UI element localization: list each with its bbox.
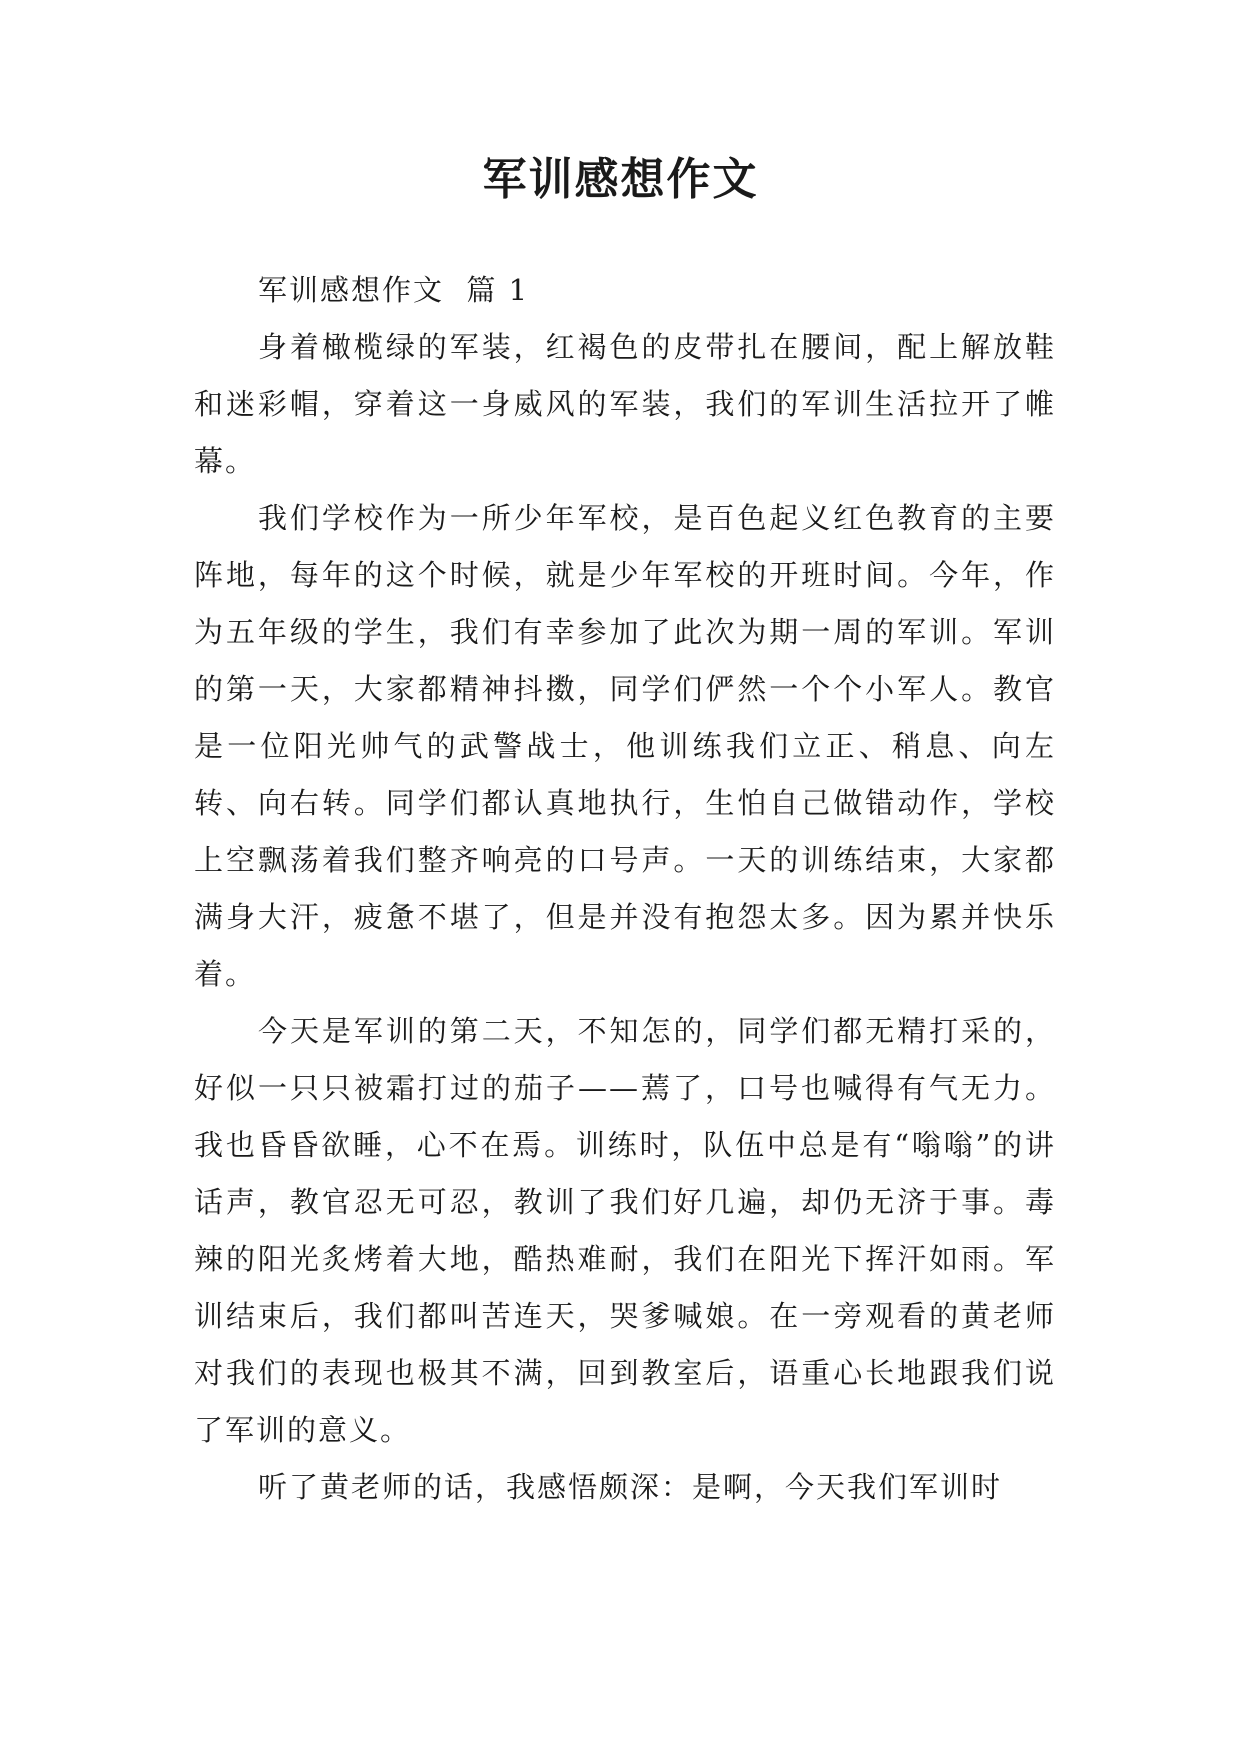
- paragraph-2: 我们学校作为一所少年军校，是百色起义红色教育的主要阵地，每年的这个时候，就是少年军校的开班时间。今年，作为五年级的学生，我们有幸参加了此次为期一周的军训。军训的第一天，大家都精神抖擞，同学们俨然一个个小军人。教官是一位阳光帅气的武警战士，他训练我们立正、稍息、向左转、向右转。同学们都认真地执行，生怕自己做错动作，学校上空飘荡着我们整齐响亮的口号声。一天的训练结束，大家都满身大汗，疲惫不堪了，但是并没有抱怨太多。因为累并快乐着。: [194, 501, 1056, 991]
- paragraph-4: 听了黄老师的话，我感悟颇深：是啊，今天我们军训时: [258, 1470, 1003, 1504]
- document-body: [194, 262, 1056, 1516]
- section-heading: 军训感想作文 篇 1: [258, 273, 530, 307]
- paragraph-3: 今天是军训的第二天，不知怎的，同学们都无精打采的，好似一只只被霜打过的茄子——蔫了，口号也喊得有气无力。我也昏昏欲睡，心不在焉。训练时，队伍中总是有“嗡嗡”的讲话声，教官忍无可忍，教训了我们好几遍，却仍无济于事。毒辣的阳光炙烤着大地，酷热难耐，我们在阳光下挥汗如雨。军训结束后，我们都叫苦连天，哭爹喊娘。在一旁观看的黄老师对我们的表现也极其不满，回到教室后，语重心长地跟我们说了军训的意义。: [194, 1014, 1056, 1447]
- paragraph-1: 身着橄榄绿的军装，红褐色的皮带扎在腰间，配上解放鞋和迷彩帽，穿着这一身威风的军装，我们的军训生活拉开了帷幕。: [194, 330, 1056, 478]
- document-title: 军训感想作文: [482, 154, 759, 205]
